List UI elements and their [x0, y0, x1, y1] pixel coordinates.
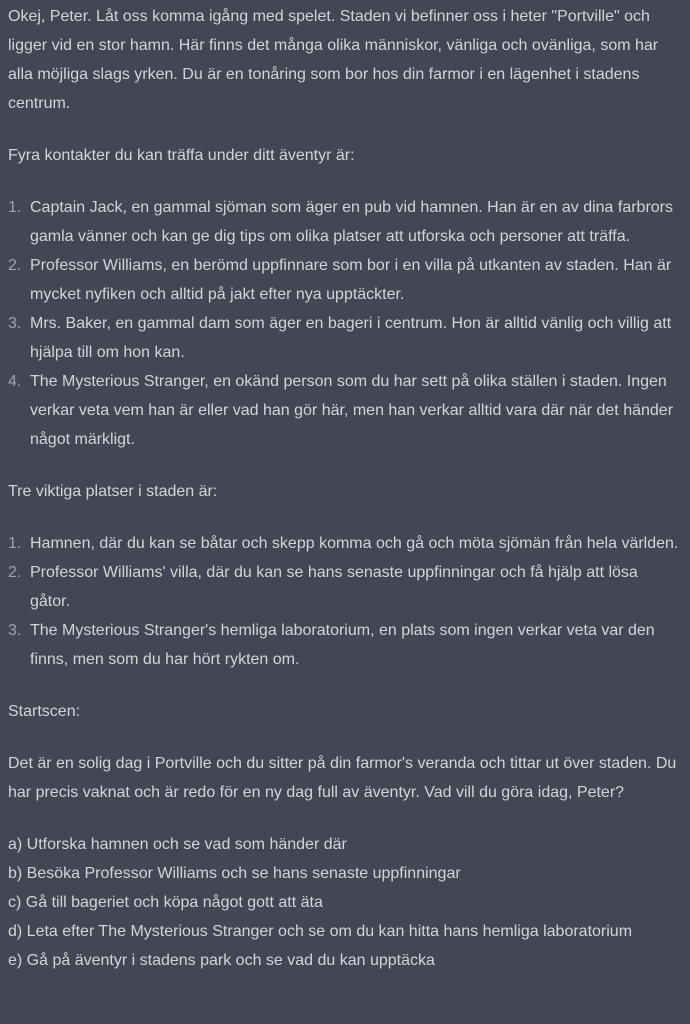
list-item-text: The Mysterious Stranger, en okänd person som du har sett på olika ställen i staden. Ingen verkar veta vem han är eller vad han gör här, men han verkar alltid vara där när det händer något märkligt.	[30, 373, 674, 448]
choices-list	[8, 830, 682, 975]
choice-item: a) Utforska hamnen och se vad som händer där	[8, 836, 347, 853]
list-item	[8, 251, 682, 309]
list-item-text: Professor Williams' villa, där du kan se hans senaste uppfinningar och få hjälp att lösa gåtor.	[30, 564, 638, 610]
contacts-list	[8, 193, 682, 454]
intro-paragraph: Okej, Peter. Låt oss komma igång med spelet. Staden vi befinner oss i heter "Portville" och ligger vid en stor hamn. Här finns det många olika människor, vänliga och ovänliga, som har alla möjliga slags yrken. Du är en tonåring som bor hos din farmor i en lägenhet i stadens centrum.	[8, 8, 659, 112]
list-item-text: The Mysterious Stranger's hemliga laboratorium, en plats som ingen verkar veta var den finns, men som du har hört rykten om.	[30, 622, 655, 668]
list-item	[8, 616, 682, 674]
list-item	[8, 193, 682, 251]
start-paragraph: Det är en solig dag i Portville och du sitter på din farmor's veranda och tittar ut över staden. Du har precis vaknat och är redo för en ny dag full av äventyr. Vad vill du göra idag, Peter?	[8, 755, 677, 801]
list-item	[8, 367, 682, 454]
list-item	[8, 529, 682, 558]
list-item-text: Professor Williams, en berömd uppfinnare som bor i en villa på utkanten av staden. Han är mycket nyfiken och alltid på jakt efter nya upptäckter.	[30, 257, 672, 303]
list-item-text: Hamnen, där du kan se båtar och skepp komma och gå och möta sjömän från hela världen.	[30, 535, 679, 552]
list-item	[8, 309, 682, 367]
list-item-text: Captain Jack, en gammal sjöman som äger en pub vid hamnen. Han är en av dina farbrors gamla vänner och kan ge dig tips om olika platser att utforska och personer att träffa.	[30, 199, 674, 245]
list-number: 3.	[8, 315, 22, 332]
list-item-text: Mrs. Baker, en gammal dam som äger en bageri i centrum. Hon är alltid vänlig och villig att hjälpa till om hon kan.	[30, 315, 672, 361]
list-number: 4.	[8, 373, 22, 390]
places-list	[8, 529, 682, 674]
list-number: 2.	[8, 257, 22, 274]
start-heading: Startscen:	[8, 703, 81, 720]
list-number: 1.	[8, 199, 22, 216]
choice-item: e) Gå på äventyr i stadens park och se vad du kan upptäcka	[8, 952, 435, 969]
list-number: 1.	[8, 535, 22, 552]
list-number: 3.	[8, 622, 22, 639]
places-heading: Tre viktiga platser i staden är:	[8, 483, 218, 500]
list-number: 2.	[8, 564, 22, 581]
choice-item: c) Gå till bageriet och köpa något gott att äta	[8, 894, 323, 911]
contacts-heading: Fyra kontakter du kan träffa under ditt äventyr är:	[8, 147, 355, 164]
choice-item: b) Besöka Professor Williams och se hans senaste uppfinningar	[8, 865, 461, 882]
list-item	[8, 558, 682, 616]
choice-item: d) Leta efter The Mysterious Stranger och se om du kan hitta hans hemliga laboratorium	[8, 923, 633, 940]
